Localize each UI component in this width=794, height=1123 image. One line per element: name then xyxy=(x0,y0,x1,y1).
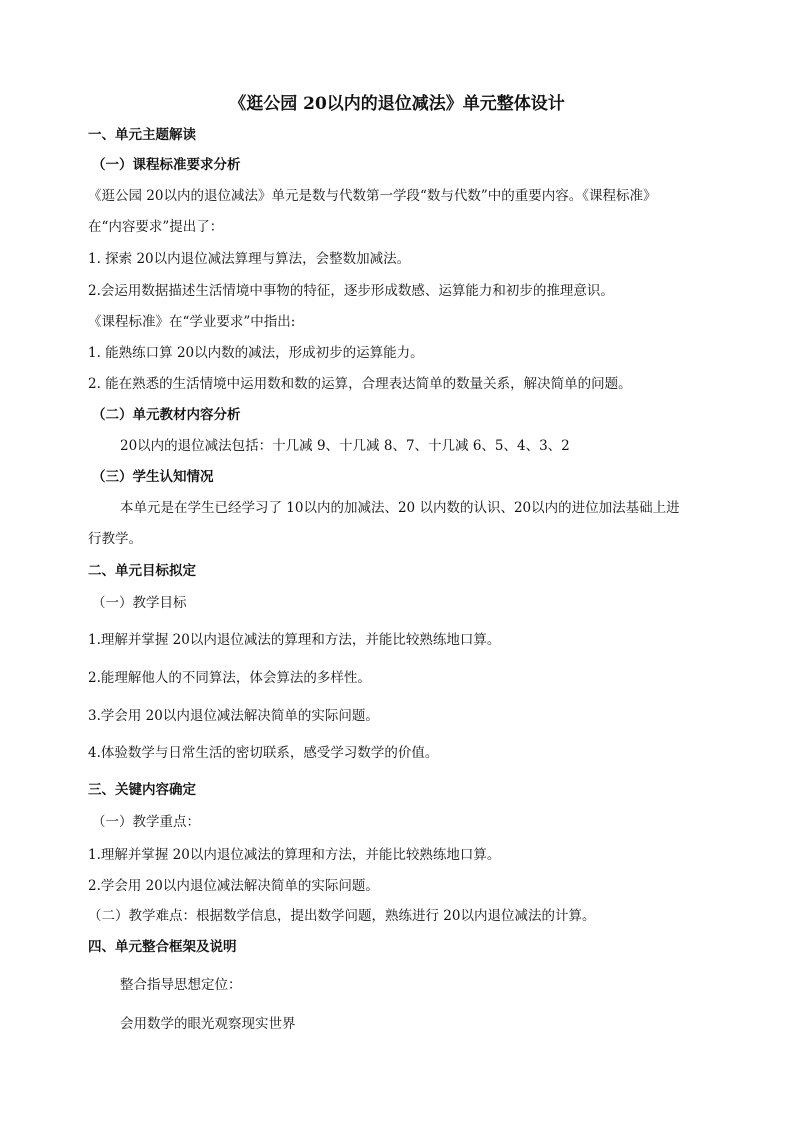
list-item: 2.会运用数据描述生活情境中事物的特征，逐步形成数感、运算能力和初步的推理意识。 xyxy=(88,283,614,299)
list-item: 1.理解并掌握 20以内退位减法的算理和方法，并能比较熟练地口算。 xyxy=(88,632,501,648)
subsection-heading: （二）教学难点：根据数学信息，提出数学问题，熟练进行 20以内退位减法的计算。 xyxy=(88,908,596,924)
section-heading-4: 四、单元整合框架及说明 xyxy=(88,939,237,955)
subsection-heading: （一）教学重点： xyxy=(92,814,200,830)
list-item: 4.体验数学与日常生活的密切联系，感受学习数学的价值。 xyxy=(88,745,439,761)
paragraph: 会用数学的眼光观察现实世界 xyxy=(120,1016,296,1032)
section-heading-2: 二、单元目标拟定 xyxy=(88,563,196,579)
subsection-heading: （三）学生认知情况 xyxy=(92,469,214,485)
list-item: 2.学会用 20以内退位减法解决简单的实际问题。 xyxy=(88,878,379,894)
paragraph: 本单元是在学生已经学习了 10以内的加减法、20 以内数的认识、20以内的进位加法基础上进 xyxy=(120,500,680,516)
list-item: 1. 探索 20以内退位减法算理与算法，会整数加减法。 xyxy=(88,251,411,267)
page-title: 《逛公园 20以内的退位减法》单元整体设计 xyxy=(229,94,565,114)
paragraph: 《课程标准》在“学业要求”中指出: xyxy=(88,314,296,330)
list-item: 2. 能在熟悉的生活情境中运用数和数的运算，合理表达简单的数量关系，解决简单的问题。 xyxy=(88,376,632,392)
list-item: 1. 能熟练口算 20以内数的减法，形成初步的运算能力。 xyxy=(88,345,424,361)
section-heading-3: 三、关键内容确定 xyxy=(88,782,196,798)
paragraph: 整合指导思想定位： xyxy=(120,977,242,993)
section-heading-1: 一、单元主题解读 xyxy=(88,127,196,143)
paragraph: 《逛公园 20以内的退位减法》单元是数与代数第一学段“数与代数”中的重要内容。《课程标准》 xyxy=(88,188,657,204)
paragraph: 20以内的退位减法包括：十几减 9、十几减 8、7、十几减 6、5、4、3、2 xyxy=(120,438,570,454)
paragraph-continued: 行教学。 xyxy=(88,531,142,547)
subsection-heading: （一）课程标准要求分析 xyxy=(92,157,241,173)
subsection-heading: （一）教学目标 xyxy=(92,595,187,611)
list-item: 2.能理解他人的不同算法，体会算法的多样性。 xyxy=(88,670,371,686)
list-item: 3.学会用 20以内退位减法解决简单的实际问题。 xyxy=(88,708,379,724)
list-item: 1.理解并掌握 20以内退位减法的算理和方法，并能比较熟练地口算。 xyxy=(88,847,501,863)
subsection-heading: （二）单元教材内容分析 xyxy=(92,407,241,423)
paragraph-continued: 在“内容要求”提出了： xyxy=(88,219,224,235)
